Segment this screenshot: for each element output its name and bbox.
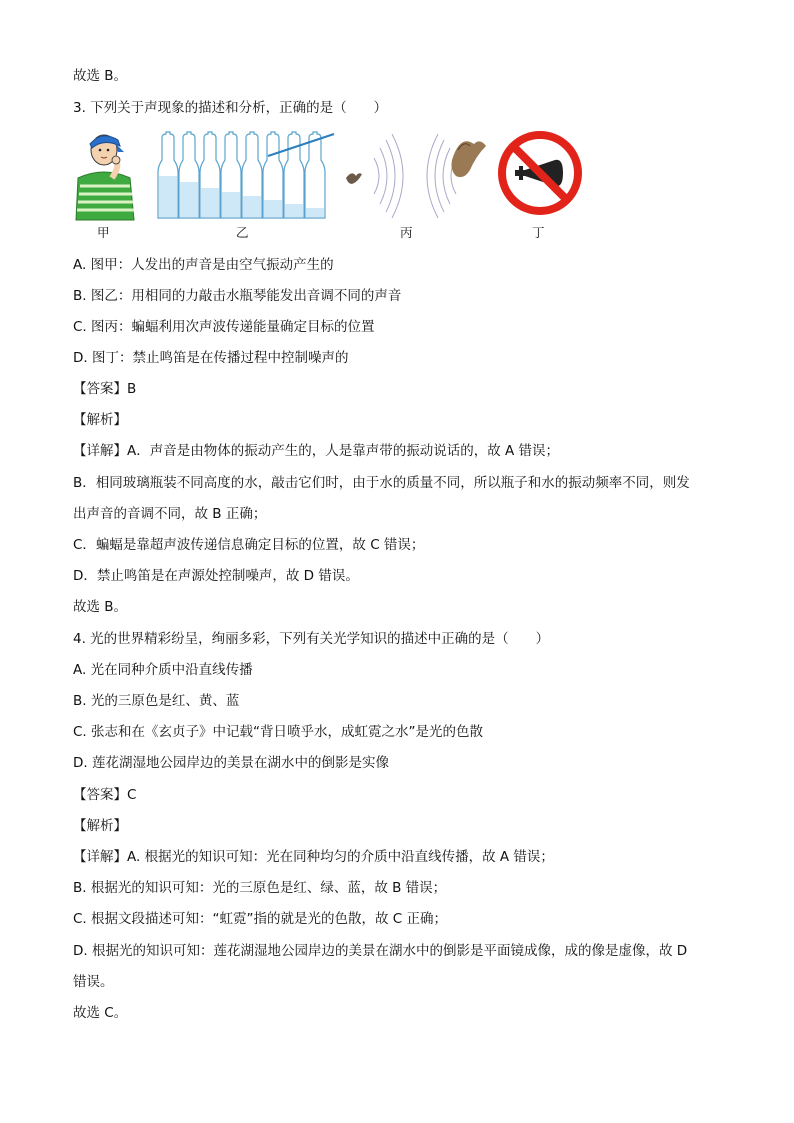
detail-line: B. 根据光的知识可知：光的三原色是红、绿、蓝，故 B 错误； <box>73 880 447 896</box>
detail-line: 【详解】A．声音是由物体的振动产生的，人是靠声带的振动说话的，故 A 错误； <box>73 443 560 459</box>
figure-caption-yi: 乙 <box>236 225 249 240</box>
detail-line: B．相同玻璃瓶装不同高度的水，敲击它们时，由于水的质量不同，所以瓶子和水的振动频率不同，则发 <box>73 475 690 491</box>
option-a: A. 光在同种介质中沿直线传播 <box>73 662 253 678</box>
analysis-heading: 【解析】 <box>73 818 127 834</box>
detail-line: C. 根据文段描述可知：“虹霓”指的就是光的色散，故 C 正确； <box>73 911 448 927</box>
question-3-stem: 3. 下列关于声现象的描述和分析，正确的是（ ） <box>73 100 388 116</box>
figure-yi-water-bottles <box>156 130 336 222</box>
option-d: D. 图丁：禁止鸣笛是在传播过程中控制噪声的 <box>73 350 349 366</box>
option-b: B. 图乙：用相同的力敲击水瓶琴能发出音调不同的声音 <box>73 288 402 304</box>
option-a: A. 图甲：人发出的声音是由空气振动产生的 <box>73 257 334 273</box>
detail-line: 出声音的音调不同，故 B 正确； <box>73 506 267 522</box>
no-honking-sign-icon <box>497 130 583 216</box>
conclusion-line: 故选 B。 <box>73 599 128 615</box>
option-c: C. 图丙：蝙蝠利用次声波传递能量确定目标的位置 <box>73 319 375 335</box>
answer-line: 【答案】C <box>73 787 137 803</box>
option-d: D. 莲花湖湿地公园岸边的美景在湖水中的倒影是实像 <box>73 755 389 771</box>
detail-line: 错误。 <box>73 974 114 990</box>
conclusion-line: 故选 C。 <box>73 1005 128 1021</box>
detail-line: 【详解】A. 根据光的知识可知：光在同种均匀的介质中沿直线传播，故 A 错误； <box>73 849 554 865</box>
text-line: 故选 B。 <box>73 68 128 84</box>
detail-line: C．蝙蝠是靠超声波传递信息确定目标的位置，故 C 错误； <box>73 537 425 553</box>
detail-line: D．禁止鸣笛是在声源处控制噪声，故 D 错误。 <box>73 568 359 584</box>
option-c: C. 张志和在《玄贞子》中记载“背日喷乎水，成虹霓之水”是光的色散 <box>73 724 483 740</box>
detail-line: D. 根据光的知识可知：莲花湖湿地公园岸边的美景在湖水中的倒影是平面镜成像，成的像是虚像，故 D <box>73 943 688 959</box>
answer-line: 【答案】B <box>73 381 137 397</box>
figure-bing-bats-waves <box>340 130 490 222</box>
figure-jia-person-illustration <box>72 130 142 222</box>
figure-caption-ding: 丁 <box>532 225 545 240</box>
question-4-stem: 4. 光的世界精彩纷呈，绚丽多彩，下列有关光学知识的描述中正确的是（ ） <box>73 631 550 647</box>
figure-caption-jia: 甲 <box>97 225 110 240</box>
option-b: B. 光的三原色是红、黄、蓝 <box>73 693 240 709</box>
figure-caption-bing: 丙 <box>400 225 413 240</box>
analysis-heading: 【解析】 <box>73 412 127 428</box>
